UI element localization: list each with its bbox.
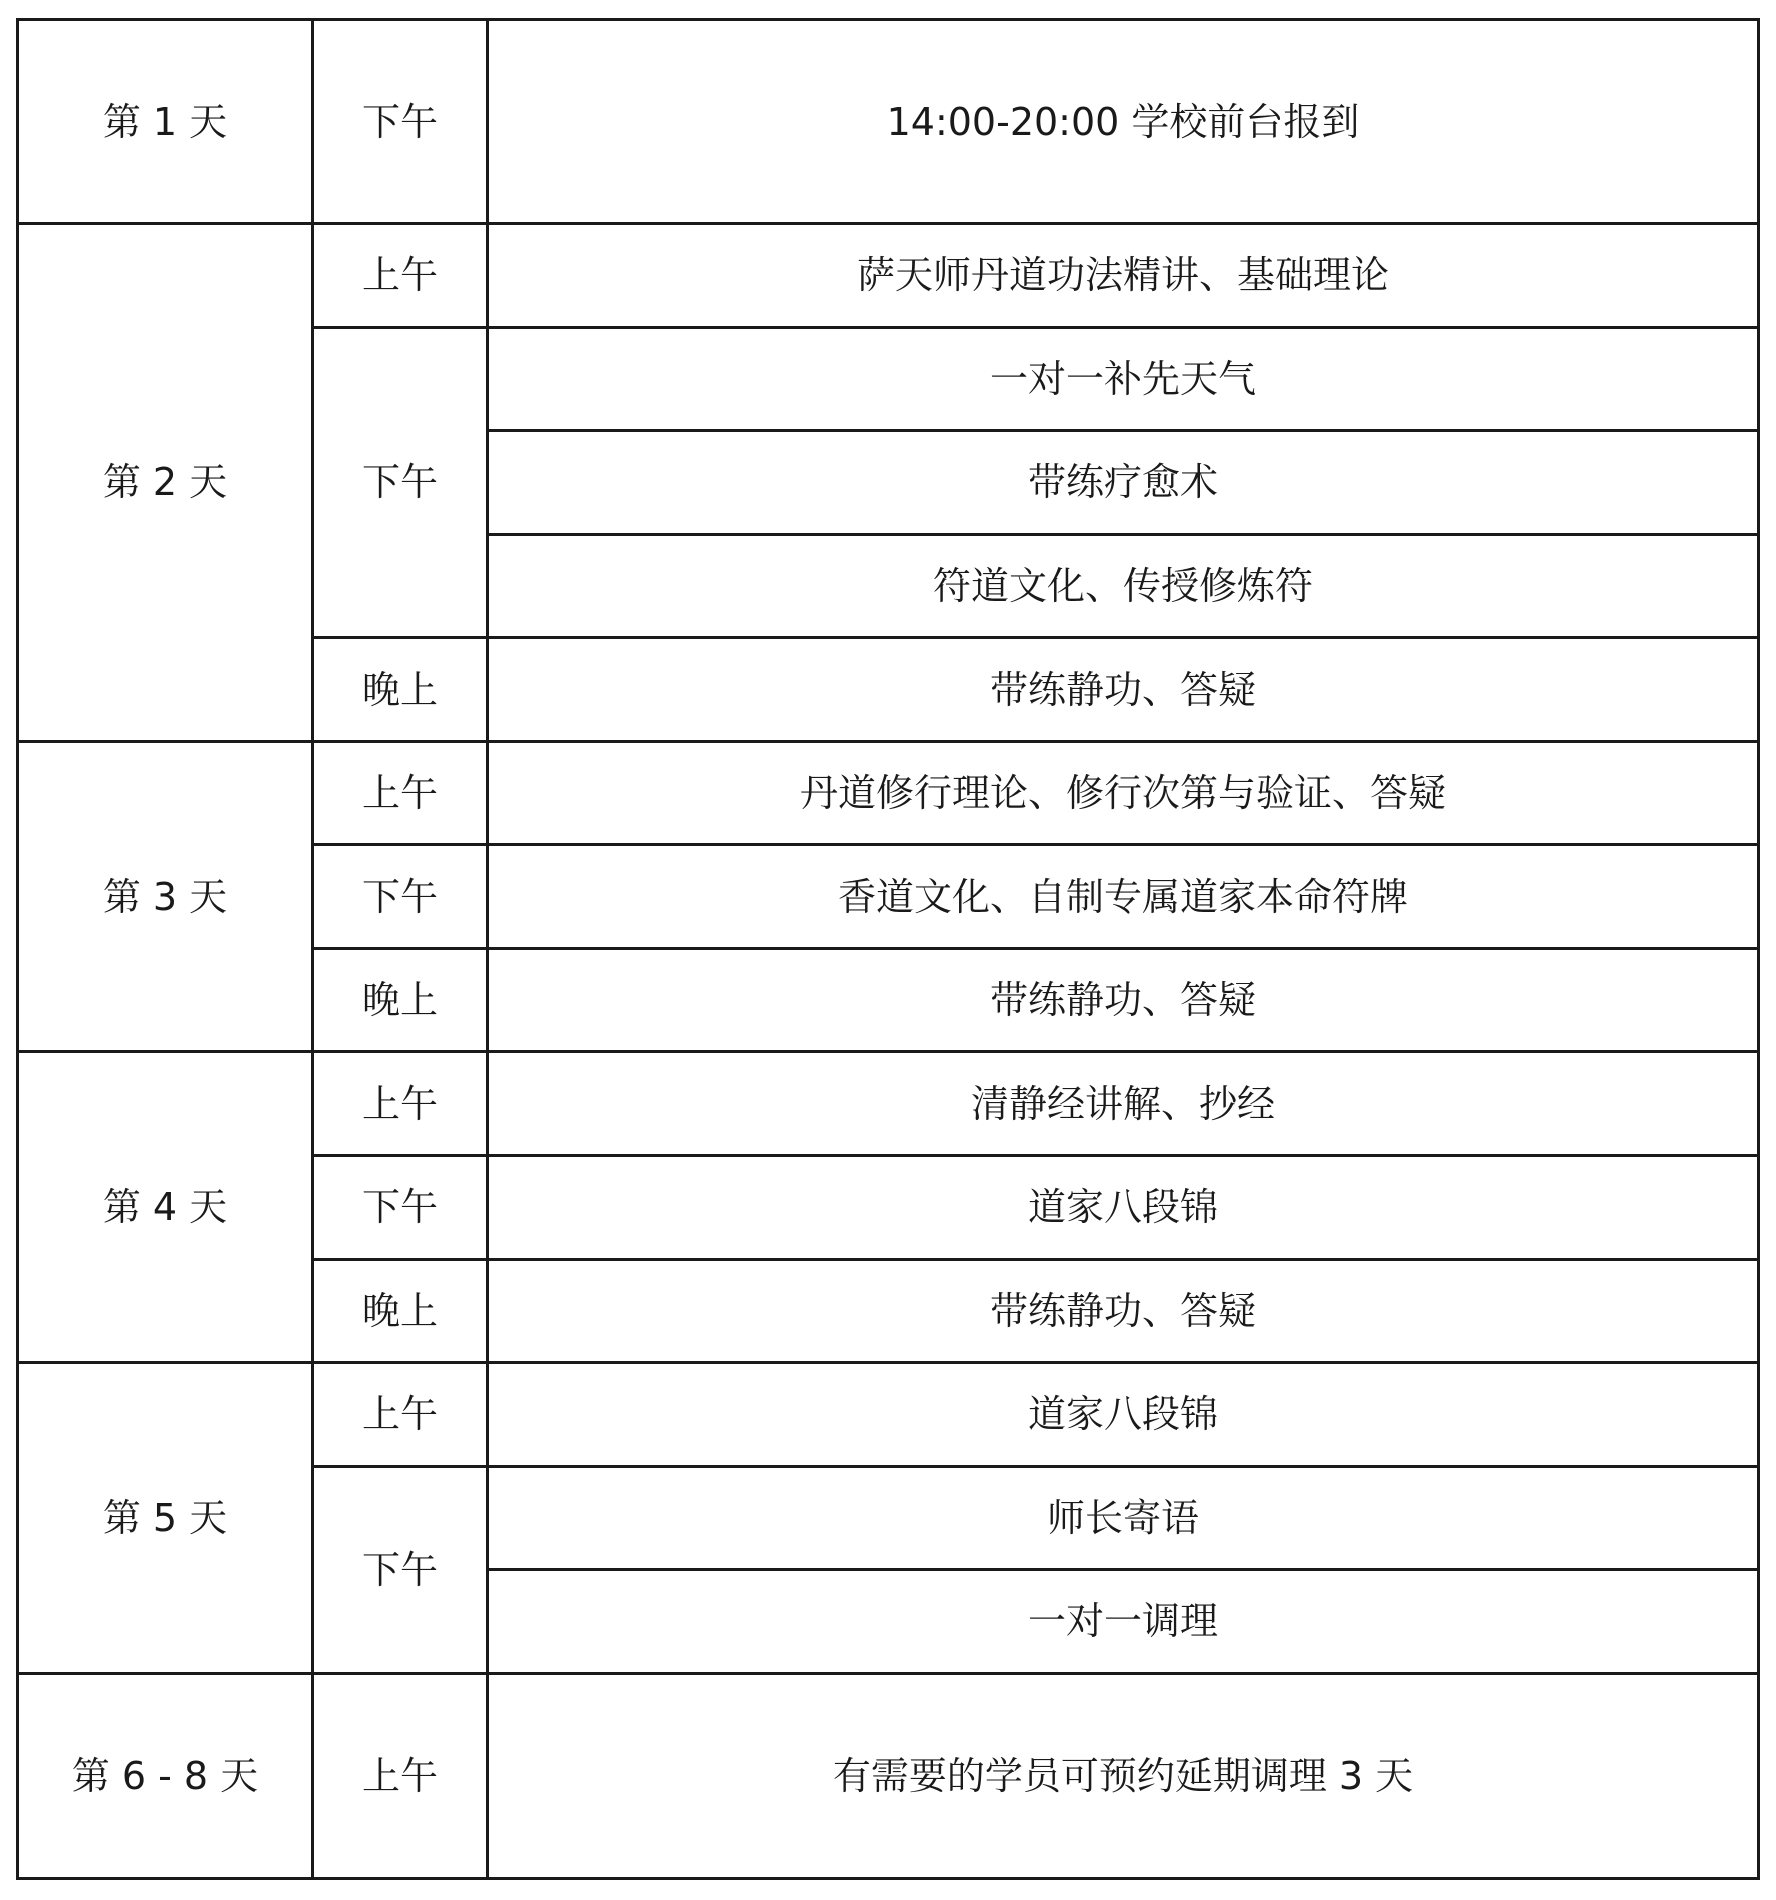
period-cell: 下午 xyxy=(313,1466,488,1673)
day-cell: 第 4 天 xyxy=(18,1052,313,1363)
activity-cell: 14:00-20:00 学校前台报到 xyxy=(488,20,1759,224)
schedule-table xyxy=(16,18,1760,1880)
table-row xyxy=(18,1052,1759,1156)
activity-cell: 萨天师丹道功法精讲、基础理论 xyxy=(488,224,1759,328)
activity-cell: 一对一调理 xyxy=(488,1570,1759,1674)
activity-cell: 清静经讲解、抄经 xyxy=(488,1052,1759,1156)
table-row xyxy=(18,224,1759,328)
period-cell: 上午 xyxy=(313,741,488,845)
period-cell: 上午 xyxy=(313,1052,488,1156)
day-cell: 第 5 天 xyxy=(18,1363,313,1674)
activity-cell: 带练疗愈术 xyxy=(488,431,1759,535)
activity-cell: 有需要的学员可预约延期调理 3 天 xyxy=(488,1673,1759,1878)
activity-cell: 香道文化、自制专属道家本命符牌 xyxy=(488,845,1759,949)
activity-cell: 道家八段锦 xyxy=(488,1156,1759,1260)
table-row xyxy=(18,1673,1759,1878)
activity-cell: 道家八段锦 xyxy=(488,1363,1759,1467)
table-row xyxy=(18,20,1759,224)
period-cell: 上午 xyxy=(313,224,488,328)
activity-cell: 符道文化、传授修炼符 xyxy=(488,534,1759,638)
period-cell: 晚上 xyxy=(313,948,488,1052)
day-cell: 第 6 - 8 天 xyxy=(18,1673,313,1878)
period-cell: 下午 xyxy=(313,327,488,638)
activity-cell: 带练静功、答疑 xyxy=(488,638,1759,742)
period-cell: 下午 xyxy=(313,20,488,224)
table-row xyxy=(18,1363,1759,1467)
period-cell: 上午 xyxy=(313,1673,488,1878)
period-cell: 晚上 xyxy=(313,1259,488,1363)
activity-cell: 一对一补先天气 xyxy=(488,327,1759,431)
day-cell: 第 2 天 xyxy=(18,224,313,742)
period-cell: 下午 xyxy=(313,1156,488,1260)
period-cell: 晚上 xyxy=(313,638,488,742)
table-row xyxy=(18,741,1759,845)
activity-cell: 带练静功、答疑 xyxy=(488,1259,1759,1363)
period-cell: 上午 xyxy=(313,1363,488,1467)
activity-cell: 带练静功、答疑 xyxy=(488,948,1759,1052)
day-cell: 第 1 天 xyxy=(18,20,313,224)
day-cell: 第 3 天 xyxy=(18,741,313,1052)
activity-cell: 师长寄语 xyxy=(488,1466,1759,1570)
period-cell: 下午 xyxy=(313,845,488,949)
activity-cell: 丹道修行理论、修行次第与验证、答疑 xyxy=(488,741,1759,845)
